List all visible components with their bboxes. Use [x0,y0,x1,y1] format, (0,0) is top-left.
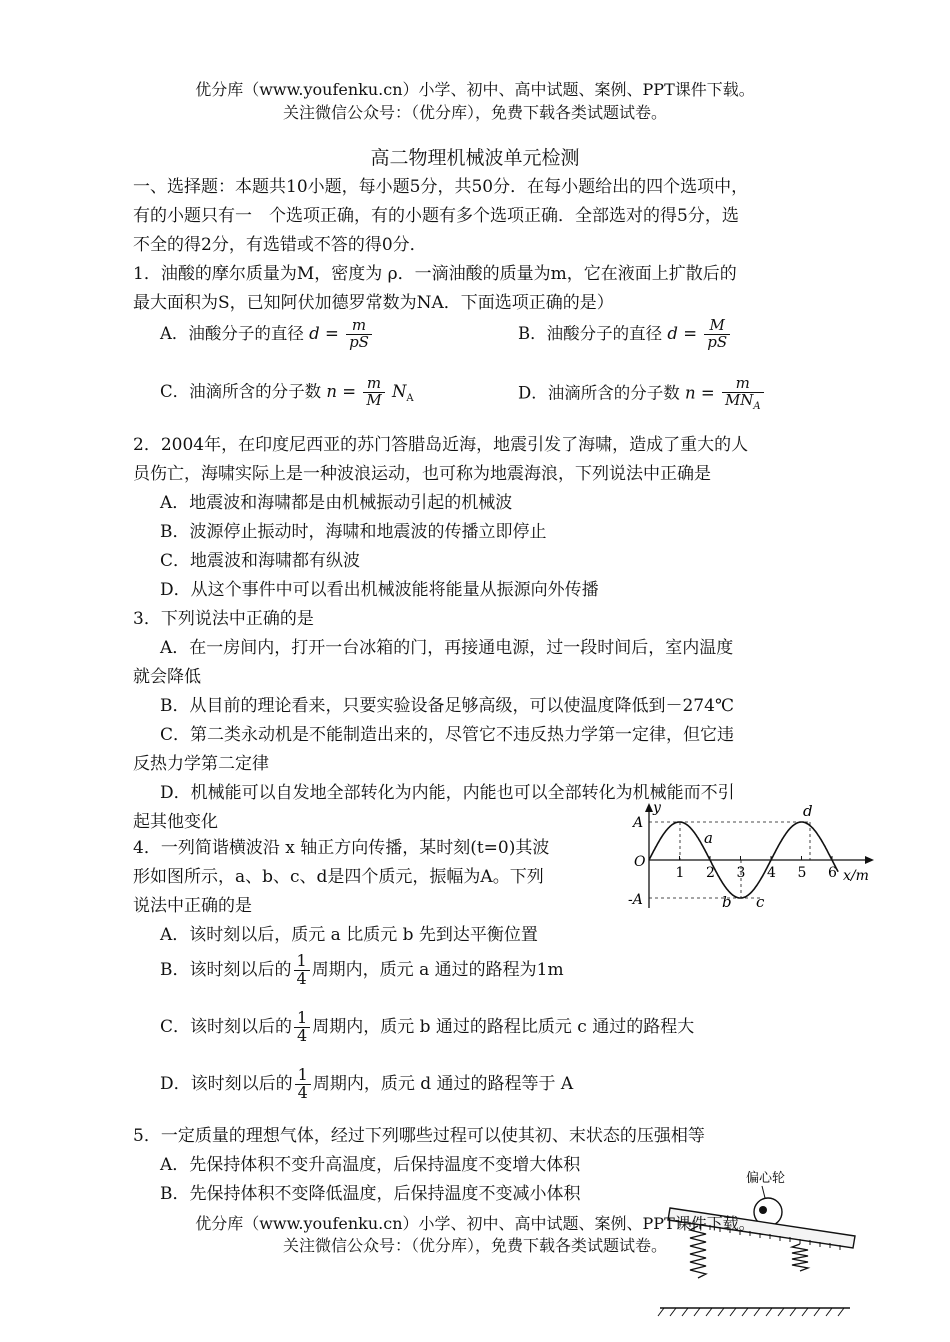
x-tick-label-5: 5 [797,865,807,881]
q3-option-a-line-1: A．在一房间内，打开一台冰箱的门，再接通电源，过一段时间后，室内温度 [160,638,734,658]
q3-stem: 3．下列说法中正确的是 [133,609,314,629]
footer-line-2: 关注微信公众号：（优分库），免费下载各类试题试卷。 [282,1236,667,1255]
q5-stem: 5．一定质量的理想气体，经过下列哪些过程可以使其初、末状态的压强相等 [133,1126,705,1146]
q4-option-b: B．该时刻以后的 $\frac{1}{4}$ 周期内，质元 a 通过的路程为1m [160,951,564,988]
y-axis-arrow [645,803,653,812]
q2-option-d: D．从这个事件中可以看出机械波能将能量从振源向外传播 [160,580,599,600]
q3-option-d-line-1: D．机械能可以自发地全部转化为内能，内能也可以全部转化为机械能而不引 [160,783,735,803]
footer-line-1: 优分库（www.youfenku.cn）小学、初中、高中试题、案例、PPT课件下载。 [195,1214,755,1233]
y-axis-label: y [653,800,661,816]
amp-pos-label: A [633,815,644,831]
page-title: 高二物理机械波单元检测 [370,147,580,169]
q4-option-d: D．该时刻以后的 $\frac{1}{4}$ 周期内，质元 d 通过的路程等于 A [160,1065,574,1102]
q3-option-d-line-2: 起其他变化 [133,812,218,832]
point-d-label: d [803,802,813,820]
q1-option-d: D．油滴所含的分子数 n = $\frac{m}{MN_A}$ [518,376,766,412]
q3-option-c-line-2: 反热力学第二定律 [133,754,269,774]
q3-option-a-line-2: 就会降低 [133,667,201,687]
q4-stem-line-2: 形如图所示，a、b、c、d是四个质元，振幅为A。下列 [133,867,544,887]
point-c-label: c [756,893,765,911]
point-b-label: b [722,893,732,911]
section-intro-line-2: 有的小题只有一 个选项正确，有的小题有多个选项正确．全部选对的得5分，选 [133,206,739,226]
wave-graph [625,800,895,915]
q3-option-b: B．从目前的理论看来，只要实验设备足够高级，可以使温度降低到－274℃ [160,696,734,716]
point-a-label: a [704,829,713,847]
device-label: 偏心轮 [746,1171,786,1186]
q1-option-a: A．油酸分子的直径 d = $\frac{m}{pS}$ [160,318,374,351]
q2-option-c: C．地震波和海啸都有纵波 [160,551,361,571]
q4-option-c: C．该时刻以后的 $\frac{1}{4}$ 周期内，质元 b 通过的路程比质元 c 通过的路程大 [160,1008,695,1045]
q1-option-b: B．油酸分子的直径 d = $\frac{M}{pS}$ [518,318,732,351]
origin-label: O [634,854,646,870]
q4-stem-line-3: 说法中正确的是 [133,896,252,916]
q1-stem-line-1: 1．油酸的摩尔质量为M，密度为 ρ．一滴油酸的质量为m，它在液面上扩散后的 [133,264,737,284]
ground-hatch [658,1308,844,1316]
section-intro-line-3: 不全的得2分，有选错或不答的得0分． [133,235,427,255]
x-tick-label-4: 4 [767,865,776,881]
q2-stem-line-1: 2．2004年，在印度尼西亚的苏门答腊岛近海，地震引发了海啸，造成了重大的人 [133,435,749,455]
q4-stem-line-1: 4．一列简谐横波沿 x 轴正方向传播，某时刻(t=0)其波 [133,838,550,858]
x-axis-label: x/m [843,868,869,884]
x-tick-label-6: 6 [828,865,837,881]
x-axis-arrow [865,856,874,864]
x-tick-label-1: 1 [675,865,685,881]
q5-option-b: B．先保持体积不变降低温度，后保持温度不变减小体积 [160,1184,581,1204]
q5-option-a: A．先保持体积不变升高温度，后保持温度不变增大体积 [160,1155,581,1175]
q2-option-b: B．波源停止振动时，海啸和地震波的传播立即停止 [160,522,547,542]
x-tick-label-2: 2 [706,865,715,881]
q3-option-c-line-1: C．第二类永动机是不能制造出来的，尽管它不违反热力学第一定律，但它违 [160,725,735,745]
q2-stem-line-2: 员伤亡，海啸实际上是一种波浪运动，也可称为地震海浪，下列说法中正确是 [133,464,711,484]
q2-option-a: A．地震波和海啸都是由机械振动引起的机械波 [160,493,513,513]
section-intro-line-1: 一、选择题：本题共10小题，每小题5分，共50分．在每小题给出的四个选项中， [133,177,749,197]
header-line-1: 优分库（www.youfenku.cn）小学、初中、高中试题、案例、PPT课件下载。 [195,80,755,99]
q1-stem-line-2: 最大面积为S，已知阿伏加德罗常数为NA．下面选项正确的是） [133,293,614,313]
q4-option-a: A．该时刻以后，质元 a 比质元 b 先到达平衡位置 [160,925,538,945]
x-tick-label-3: 3 [736,865,746,881]
q1-option-c: C．油滴所含的分子数 n = $\frac{m}{M}$ $N_A$ [160,374,414,409]
header-line-2: 关注微信公众号：（优分库），免费下载各类试题试卷。 [282,103,667,122]
amp-neg-label: -A [628,892,643,908]
